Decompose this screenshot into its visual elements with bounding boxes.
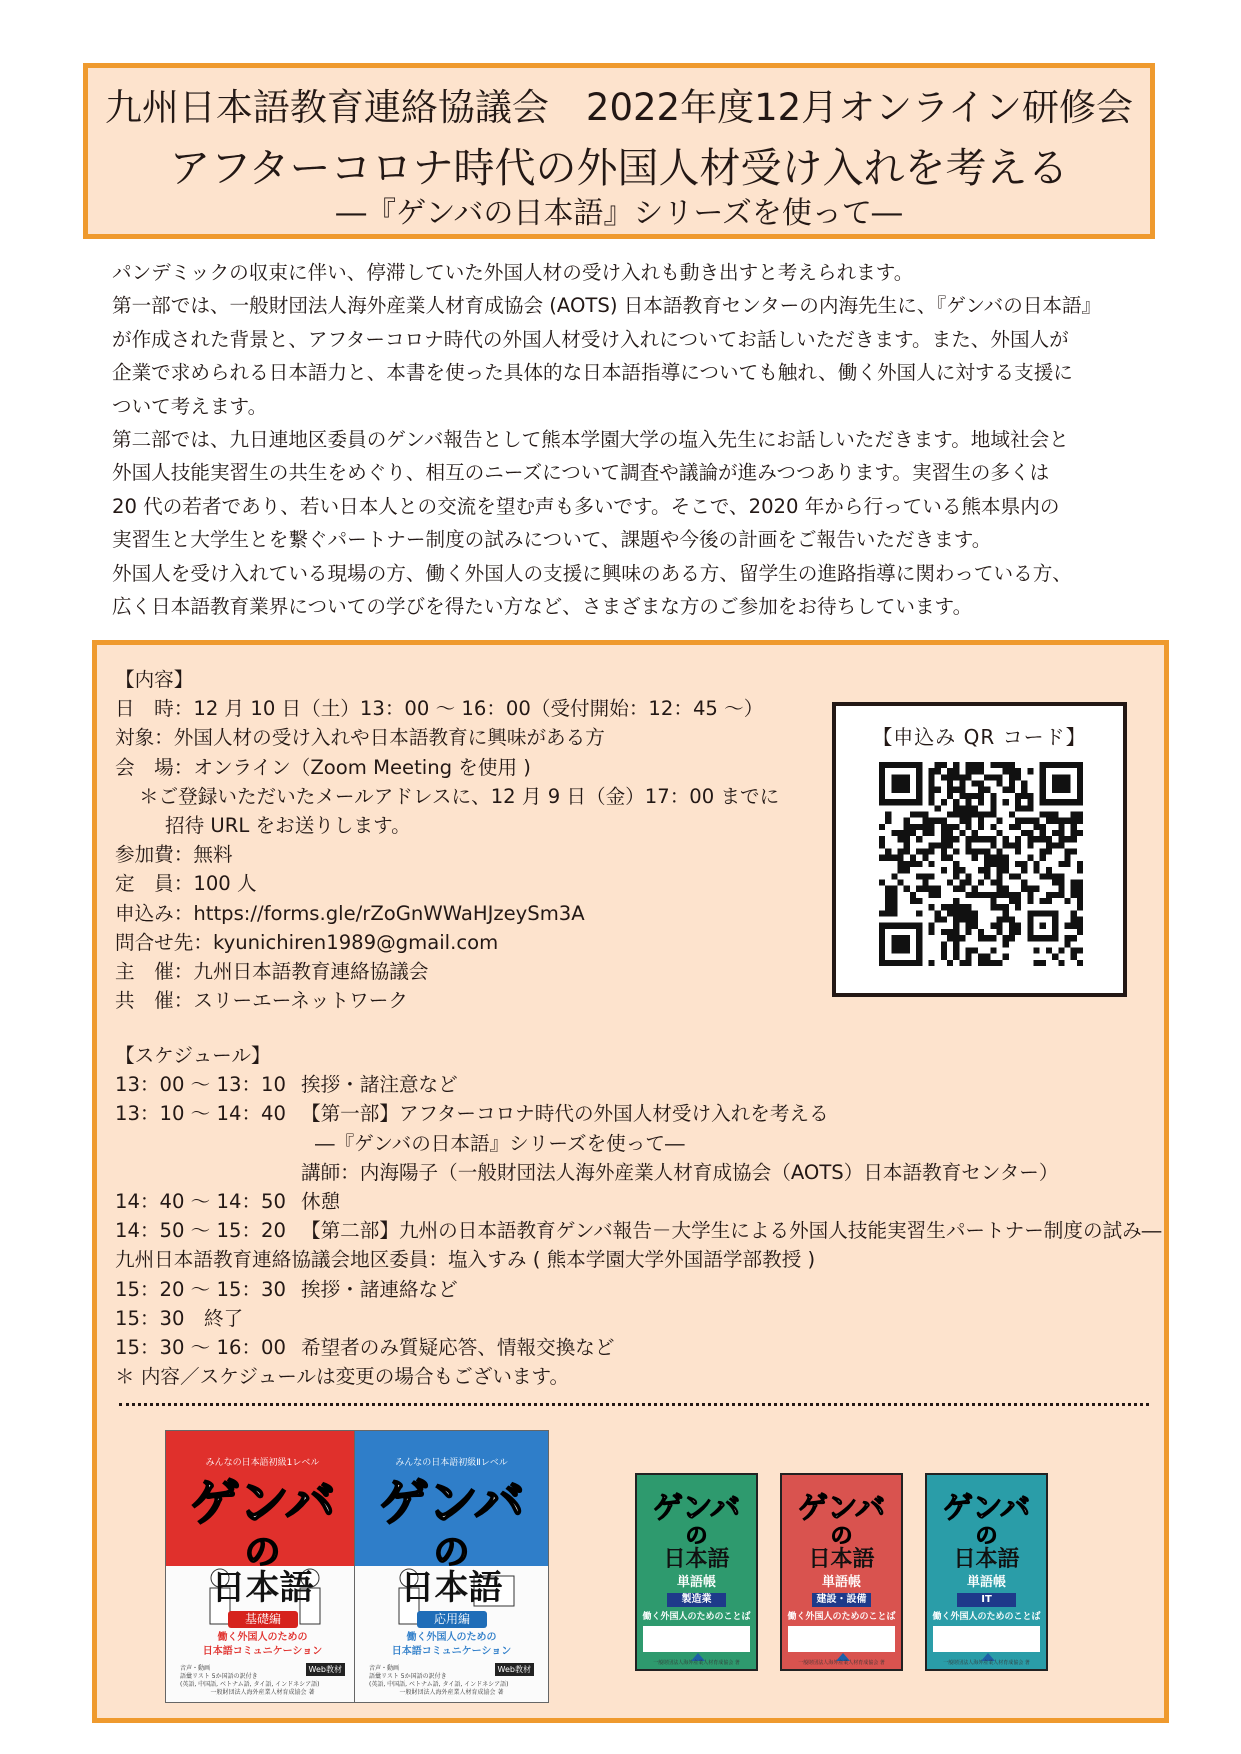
schedule-row	[115, 1304, 1155, 1333]
book-title-no: の	[433, 1532, 470, 1573]
intro-line: 企業で求められる日本語力と、本書を使った具体的な日本語指導についても触れ、働く外国人に対する支援に	[112, 361, 1073, 385]
schedule-subline: 講師：内海陽子（一般財団法人海外産業人材育成協会（AOTS）日本語教育センター）	[301, 1160, 1059, 1184]
schedule-row	[115, 1216, 1162, 1245]
schedule-time: 15：30 終了	[115, 1306, 244, 1330]
intro-line: 外国人技能実習生の共生をめぐり、相互のニーズについて調査や議論が進みつつあります。実習生の多くは	[112, 461, 1050, 485]
host-line: 主 催：九州日本語教育連絡協議会	[115, 960, 429, 984]
apply-link[interactable]: 申込み：https://forms.gle/rZoGnWWaHJzeySm3A	[115, 901, 585, 925]
main-title: アフターコロナ時代の外国人材受け入れを考える	[169, 144, 1069, 192]
wordbook-info-panel	[643, 1626, 750, 1652]
capacity-line: 定 員：100 人	[115, 872, 257, 896]
schedule-row	[115, 1333, 1155, 1362]
wordbook-nihongo: 日本語	[953, 1547, 1020, 1572]
wordbook-desc: 働く外国人のためのことば	[642, 1612, 751, 1622]
date-line: 日 時：12 月 10 日（土）13：00 ～ 16：00（受付開始：12：45 ～）	[115, 697, 764, 721]
schedule-time: 13：10 ～ 14：40	[115, 1102, 286, 1126]
book-level: 応用編	[417, 1611, 487, 1628]
schedule-row	[115, 1187, 1155, 1216]
book-title: ゲンバ	[378, 1474, 525, 1532]
wordbook-tango: 単語帳	[821, 1575, 861, 1590]
wordbook-publisher: 一般財団法人海外産業人材育成協会 著	[943, 1660, 1030, 1666]
schedule-row	[115, 1275, 1155, 1304]
book-desc	[355, 1631, 548, 1659]
schedule-content: 【第二部】九州の日本語教育ゲンバ報告－大学生による外国人技能実習生パートナー制度の試み―	[301, 1219, 1162, 1243]
event-details	[115, 665, 875, 1015]
book-fine-line: (英語, 中国語, ベトナム語, タイ語, インドネシア語)	[369, 1681, 509, 1688]
book-fine-line: 語彙リスト 5か国語の訳付き	[180, 1673, 258, 1680]
subtitle: ―『ゲンバの日本語』シリーズを使って―	[336, 196, 902, 231]
wordbook-tango: 単語帳	[966, 1575, 1006, 1590]
book-publisher: 一般財団法人海外産業人材育成協会 著	[399, 1689, 504, 1696]
book-fineprint	[180, 1665, 319, 1689]
wordbook-desc: 働く外国人のためのことば	[932, 1612, 1041, 1622]
web-badge: Web教材	[306, 1663, 345, 1676]
qr-code-box[interactable]	[832, 702, 1127, 997]
book-nihongo: 日本語	[400, 1568, 503, 1608]
wordbook-publisher: 一般財団法人海外産業人材育成協会 著	[798, 1660, 885, 1666]
intro-line: パンデミックの収束に伴い、停滞していた外国人材の受け入れも動き出すと考えられます。	[112, 261, 914, 284]
qr-label: 【申込み QR コード】	[872, 725, 1087, 749]
intro-line: が作成された背景と、アフターコロナ時代の外国人材受け入れについてお話しいただきます。また、外国人が	[112, 327, 1069, 351]
wordbook-title-no: の	[685, 1524, 708, 1549]
wordbook-cover-manufacturing	[635, 1473, 758, 1671]
intro-line: 20 代の若者であり、若い日本人との交流を望む声も多いです。そこで、2020 年から行っている熊本県内の	[112, 494, 1060, 518]
book-desc-line: 日本語コミュニケーション	[391, 1646, 512, 1657]
event-title: 九州日本語教育連絡協議会 2022年度12月オンライン研修会	[104, 86, 1134, 129]
intro-line: ついて考えます。	[112, 394, 268, 418]
book-fine-line: 語彙リスト 5か国語の訳付き	[369, 1673, 447, 1680]
schedule-content: 挨拶・諸注意など	[301, 1073, 458, 1097]
book-fine-line: 音声・動画	[180, 1665, 211, 1672]
wordbook-field: 製造業	[667, 1593, 726, 1607]
info-panel	[92, 640, 1169, 1723]
schedule-subline: ―『ゲンバの日本語』シリーズを使って―	[315, 1131, 685, 1155]
book-fineprint	[369, 1665, 508, 1689]
schedule-footnote: ＊ 内容／スケジュールは変更の場合もございます。	[115, 1365, 570, 1389]
fee-line: 参加費：無料	[115, 843, 233, 867]
book-title: ゲンバ	[189, 1474, 336, 1532]
book-fine-line: (英語, 中国語, ベトナム語, タイ語, インドネシア語)	[180, 1681, 320, 1688]
book-desc-line: 働く外国人のための	[406, 1632, 497, 1643]
schedule-content: 希望者のみ質疑応答、情報交換など	[301, 1336, 615, 1360]
details-heading: 【内容】	[115, 668, 194, 691]
target-line: 対象：外国人材の受け入れや日本語教育に興味がある方	[115, 726, 605, 750]
web-badge: Web教材	[495, 1663, 534, 1676]
schedule-time: 15：30 ～ 16：00	[115, 1336, 286, 1360]
wordbook-nihongo: 日本語	[808, 1547, 875, 1572]
venue-note: ＊ご登録いただいたメールアドレスに、12 月 9 日（金）17：00 までに	[139, 784, 780, 808]
wordbook-nihongo: 日本語	[663, 1547, 730, 1572]
book-desc-line: 日本語コミュニケーション	[202, 1646, 323, 1657]
wordbook-publisher: 一般財団法人海外産業人材育成協会 著	[653, 1660, 740, 1666]
book-series: みんなの日本語初級Ⅱレベル	[395, 1458, 508, 1468]
book-nihongo: 日本語	[211, 1568, 314, 1608]
schedule-time: 14：40 ～ 14：50	[115, 1190, 286, 1214]
wordbook-desc: 働く外国人のためのことば	[787, 1612, 896, 1622]
book-fine-line: 音声・動画	[369, 1665, 400, 1672]
wordbook-info-panel	[788, 1626, 895, 1652]
title-banner	[83, 63, 1155, 239]
book-title-no: の	[244, 1532, 281, 1573]
schedule-content: 休憩	[301, 1190, 341, 1214]
schedule-content: 挨拶・諸連絡など	[301, 1277, 458, 1301]
book-level: 基礎編	[228, 1611, 298, 1628]
schedule-time: 13：00 ～ 13：10	[115, 1073, 286, 1097]
wordbook-title: ゲンバ	[797, 1491, 886, 1526]
book-series: みんなの日本語初級1レベル	[205, 1458, 320, 1468]
wordbook-cover-it	[925, 1473, 1048, 1671]
schedule	[115, 1041, 1162, 1391]
schedule-time: 15：20 ～ 15：30	[115, 1277, 286, 1301]
schedule-subline: 九州日本語教育連絡協議会地区委員：塩入すみ ( 熊本学園大学外国語学部教授 )	[115, 1248, 816, 1272]
wordbook-info-panel	[933, 1626, 1040, 1652]
book-publisher: 一般財団法人海外産業人材育成協会 著	[210, 1689, 315, 1696]
cohost-line: 共 催：スリーエーネットワーク	[115, 989, 408, 1013]
schedule-row	[115, 1070, 1155, 1099]
intro-line: 第一部では、一般財団法人海外産業人材育成協会 (AOTS) 日本語教育センターの内海先生に、『ゲンバの日本語』	[112, 294, 1102, 318]
wordbook-field: IT	[957, 1593, 1016, 1607]
wordbook-title: ゲンバ	[652, 1491, 741, 1526]
intro-line: 外国人を受け入れている現場の方、働く外国人の支援に興味のある方、留学生の進路指導に関わっている方、	[112, 561, 1072, 585]
intro-line: 広く日本語教育業界についての学びを得たい方など、さまざまな方のご参加をお待ちしています。	[112, 595, 973, 619]
divider	[119, 1403, 1149, 1406]
book-desc	[166, 1631, 359, 1659]
schedule-heading: 【スケジュール】	[115, 1044, 271, 1067]
wordbook-title-no: の	[830, 1524, 853, 1549]
book-cover-oyo	[354, 1430, 549, 1703]
intro-text	[112, 256, 1142, 623]
schedule-time: 14：50 ～ 15：20	[115, 1219, 286, 1243]
book-cover-kiso	[165, 1430, 360, 1703]
schedule-row	[115, 1099, 1155, 1128]
contact-email[interactable]: 問合せ先：kyunichiren1989@gmail.com	[115, 930, 499, 954]
qr-code-image[interactable]	[879, 762, 1083, 966]
intro-line: 第二部では、九日連地区委員のゲンバ報告として熊本学園大学の塩入先生にお話しいただきます。地域社会と	[112, 428, 1069, 452]
wordbook-cover-construction	[780, 1473, 903, 1671]
book-desc-line: 働く外国人のための	[217, 1632, 308, 1643]
schedule-content: 【第一部】アフターコロナ時代の外国人材受け入れを考える	[301, 1102, 829, 1126]
wordbook-title-no: の	[975, 1524, 998, 1549]
wordbook-title: ゲンバ	[942, 1491, 1031, 1526]
wordbook-tango: 単語帳	[676, 1575, 716, 1590]
wordbook-field: 建設・設備	[812, 1593, 871, 1607]
venue-line: 会 場：オンライン（Zoom Meeting を使用 )	[115, 755, 531, 779]
intro-line: 実習生と大学生とを繋ぐパートナー制度の試みについて、課題や今後の計画をご報告いただきます。	[112, 528, 992, 552]
venue-note-cont: 招待 URL をお送りします。	[165, 814, 411, 838]
